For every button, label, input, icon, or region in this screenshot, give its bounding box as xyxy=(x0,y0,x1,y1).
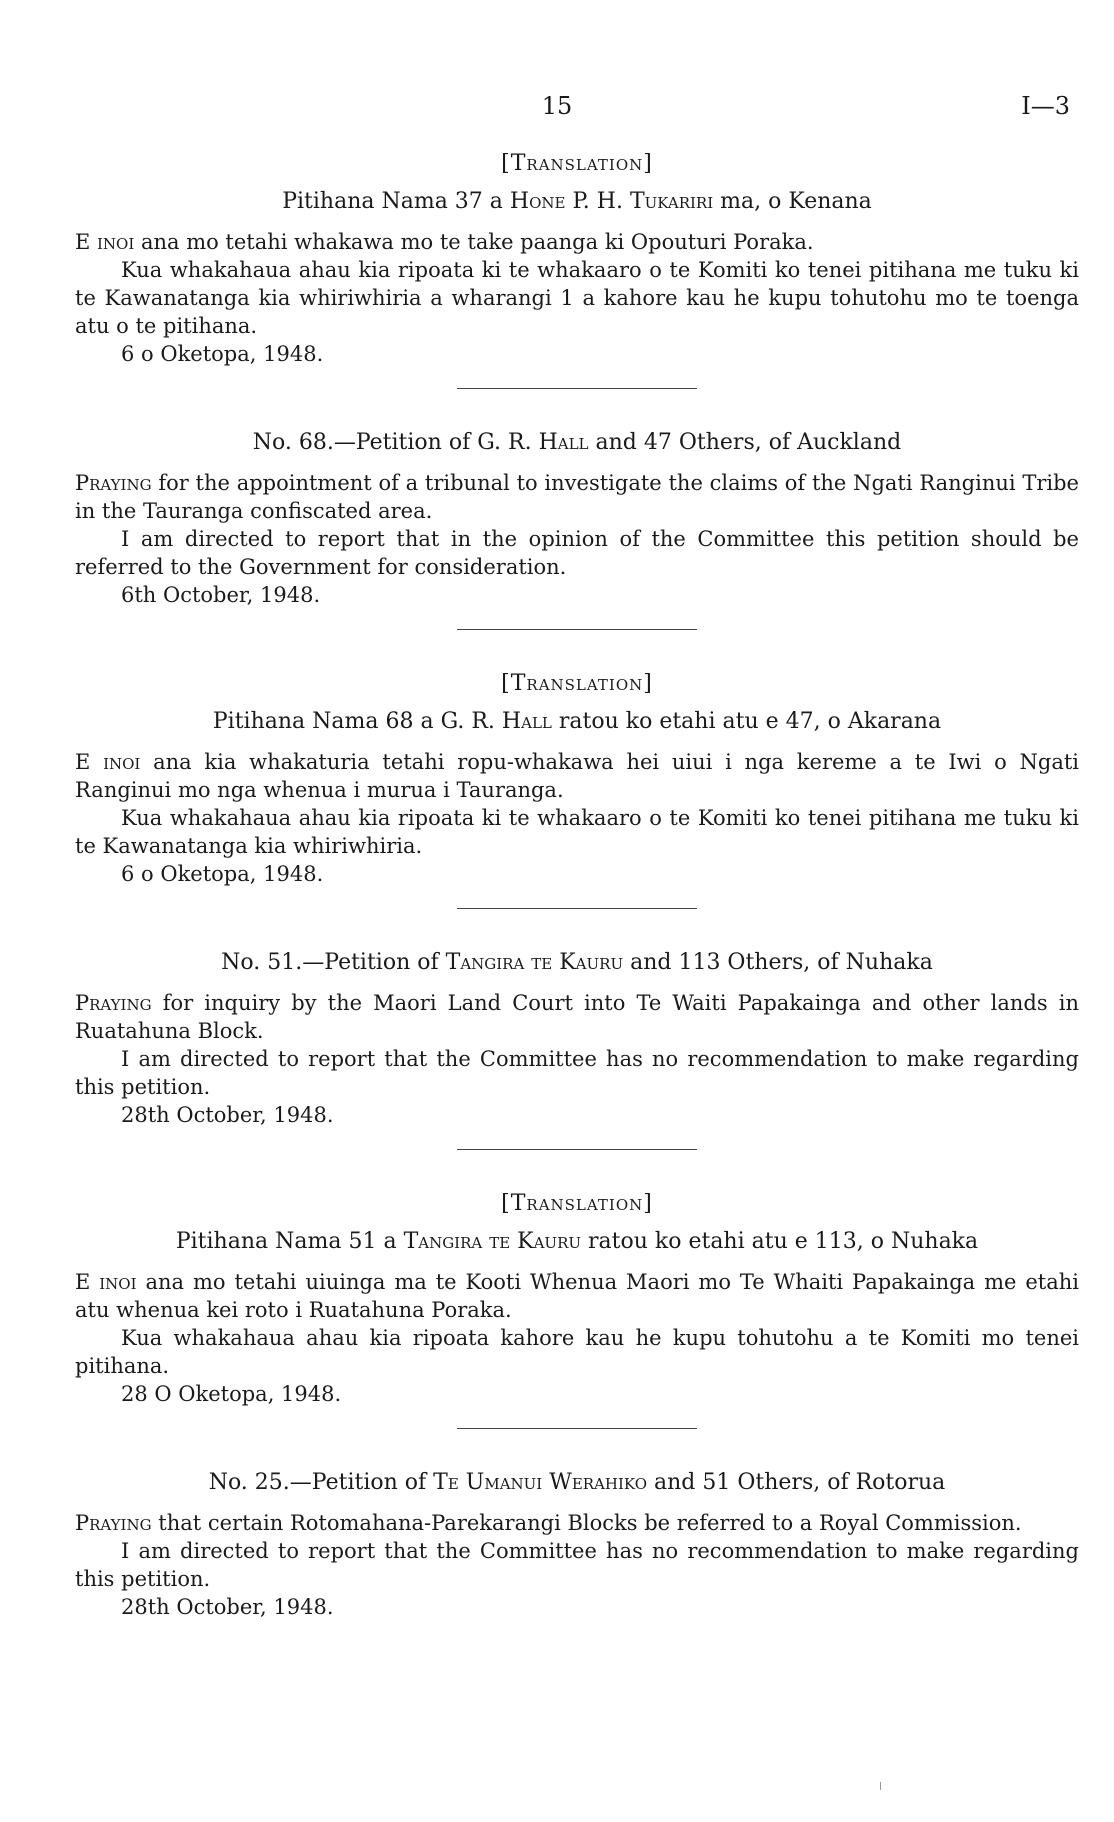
paragraph-text: ana kia whakaturia tetahi ropu-whakawa hei uiui i nga kereme a te Iwi o Ngati Ranginui mo nga whenua i murua i Tauranga. xyxy=(75,750,1080,802)
translation-label: [Translation] xyxy=(501,1191,653,1216)
section-title xyxy=(75,188,1079,216)
report-date: 6 o Oketopa, 1948. xyxy=(121,342,324,366)
title-prefix: No. 68.—Petition of G. R. xyxy=(252,430,539,455)
paragraph-lead: Praying xyxy=(75,471,152,495)
translation-label: [Translation] xyxy=(501,151,653,176)
petitioner-name: Hall xyxy=(501,709,552,734)
section-divider xyxy=(457,629,697,630)
translation-label: [Translation] xyxy=(501,671,653,696)
title-prefix: No. 25.—Petition of xyxy=(208,1470,434,1495)
section-title xyxy=(75,1228,1079,1256)
document-body xyxy=(75,150,1079,1621)
paragraph-lead: E inoi xyxy=(75,750,141,774)
title-suffix: ma, o Kenana xyxy=(713,189,872,214)
title-suffix: and 51 Others, of Rotorua xyxy=(647,1470,946,1495)
paragraph-text: ana mo tetahi uiuinga ma te Kooti Whenua Maori mo Te Whaiti Papakainga me etahi atu whenua kei roto i Ruatahuna Poraka. xyxy=(75,1270,1079,1322)
prayer-paragraph xyxy=(75,1509,1079,1537)
section-divider xyxy=(457,1428,697,1429)
section-title xyxy=(75,949,1079,977)
report-paragraph: Kua whakahaua ahau kia ripoata ki te whakaaro o te Komiti ko tenei pitihana me tuku ki te Kawanatanga kia whiriwhiria a wharangi 1 a kahore kau he kupu tohutohu mo te toenga atu o te pitihana. xyxy=(75,258,1079,338)
petitioner-name: Hone P. H. Tukariri xyxy=(509,189,714,214)
petitioner-name: Tangira te Kauru xyxy=(445,950,624,975)
petitioner-name: Hall xyxy=(538,430,589,455)
section-translation-51 xyxy=(75,1190,1079,1429)
paragraph-lead: Praying xyxy=(75,991,152,1015)
section-title xyxy=(75,1469,1079,1497)
title-suffix: and 113 Others, of Nuhaka xyxy=(623,950,933,975)
report-paragraph: Kua whakahaua ahau kia ripoata ki te whakaaro o te Komiti ko tenei pitihana me tuku ki te Kawanatanga kia whiriwhiria. xyxy=(75,806,1079,858)
petitioner-name: Te Umanui Werahiko xyxy=(433,1470,648,1495)
translation-heading xyxy=(75,150,1079,178)
section-translation-68 xyxy=(75,670,1079,909)
section-divider xyxy=(457,1149,697,1150)
section-petition-51 xyxy=(75,949,1079,1150)
translation-heading xyxy=(75,1190,1079,1218)
print-mark xyxy=(880,1782,881,1790)
paragraph-text: that certain Rotomahana-Parekarangi Blocks be referred to a Royal Commission. xyxy=(151,1511,1022,1535)
paragraph-lead: E inoi xyxy=(75,230,135,254)
report-paragraph: I am directed to report that in the opinion of the Committee this petition should be referred to the Government for consideration. xyxy=(75,527,1079,579)
prayer-paragraph xyxy=(75,989,1079,1045)
paragraph-text: for the appointment of a tribunal to investigate the claims of the Ngati Ranginui Tribe in the Tauranga confiscated area. xyxy=(75,471,1079,523)
report-date: 28 O Oketopa, 1948. xyxy=(121,1382,342,1406)
section-petition-68 xyxy=(75,429,1079,630)
title-suffix: and 47 Others, of Auckland xyxy=(588,430,902,455)
title-prefix: Pitihana Nama 51 a xyxy=(175,1229,404,1254)
report-paragraph: I am directed to report that the Committee has no recommendation to make regarding this petition. xyxy=(75,1539,1079,1591)
paragraph-lead: E inoi xyxy=(75,1270,137,1294)
report-paragraph: Kua whakahaua ahau kia ripoata kahore kau he kupu tohutohu a te Komiti mo tenei pitihana. xyxy=(75,1326,1079,1378)
title-suffix: ratou ko etahi atu e 47, o Akarana xyxy=(551,709,942,734)
prayer-paragraph xyxy=(75,228,1079,256)
page-number: 15 xyxy=(541,92,573,120)
translation-heading xyxy=(75,670,1079,698)
document-reference: I—3 xyxy=(1021,92,1070,120)
report-date: 28th October, 1948. xyxy=(121,1595,334,1619)
section-title xyxy=(75,429,1079,457)
paragraph-text: ana mo tetahi whakawa mo te take paanga ki Opouturi Poraka. xyxy=(134,230,814,254)
paragraph-text: for inquiry by the Maori Land Court into Te Waiti Papakainga and other lands in Ruatahuna Block. xyxy=(75,991,1079,1043)
title-prefix: Pitihana Nama 68 a G. R. xyxy=(212,709,502,734)
report-paragraph: I am directed to report that the Committee has no recommendation to make regarding this petition. xyxy=(75,1047,1079,1099)
title-prefix: No. 51.—Petition of xyxy=(221,950,446,975)
section-divider xyxy=(457,908,697,909)
section-divider xyxy=(457,388,697,389)
title-suffix: ratou ko etahi atu e 113, o Nuhaka xyxy=(581,1229,979,1254)
section-translation-37 xyxy=(75,150,1079,389)
prayer-paragraph xyxy=(75,1268,1079,1324)
report-date: 6 o Oketopa, 1948. xyxy=(121,862,324,886)
report-date: 28th October, 1948. xyxy=(121,1103,334,1127)
section-title xyxy=(75,708,1079,736)
title-prefix: Pitihana Nama 37 a xyxy=(282,189,510,214)
report-date: 6th October, 1948. xyxy=(121,583,321,607)
prayer-paragraph xyxy=(75,469,1079,525)
section-petition-25 xyxy=(75,1469,1079,1621)
petitioner-name: Tangira te Kauru xyxy=(403,1229,582,1254)
paragraph-lead: Praying xyxy=(75,1511,152,1535)
prayer-paragraph xyxy=(75,748,1079,804)
